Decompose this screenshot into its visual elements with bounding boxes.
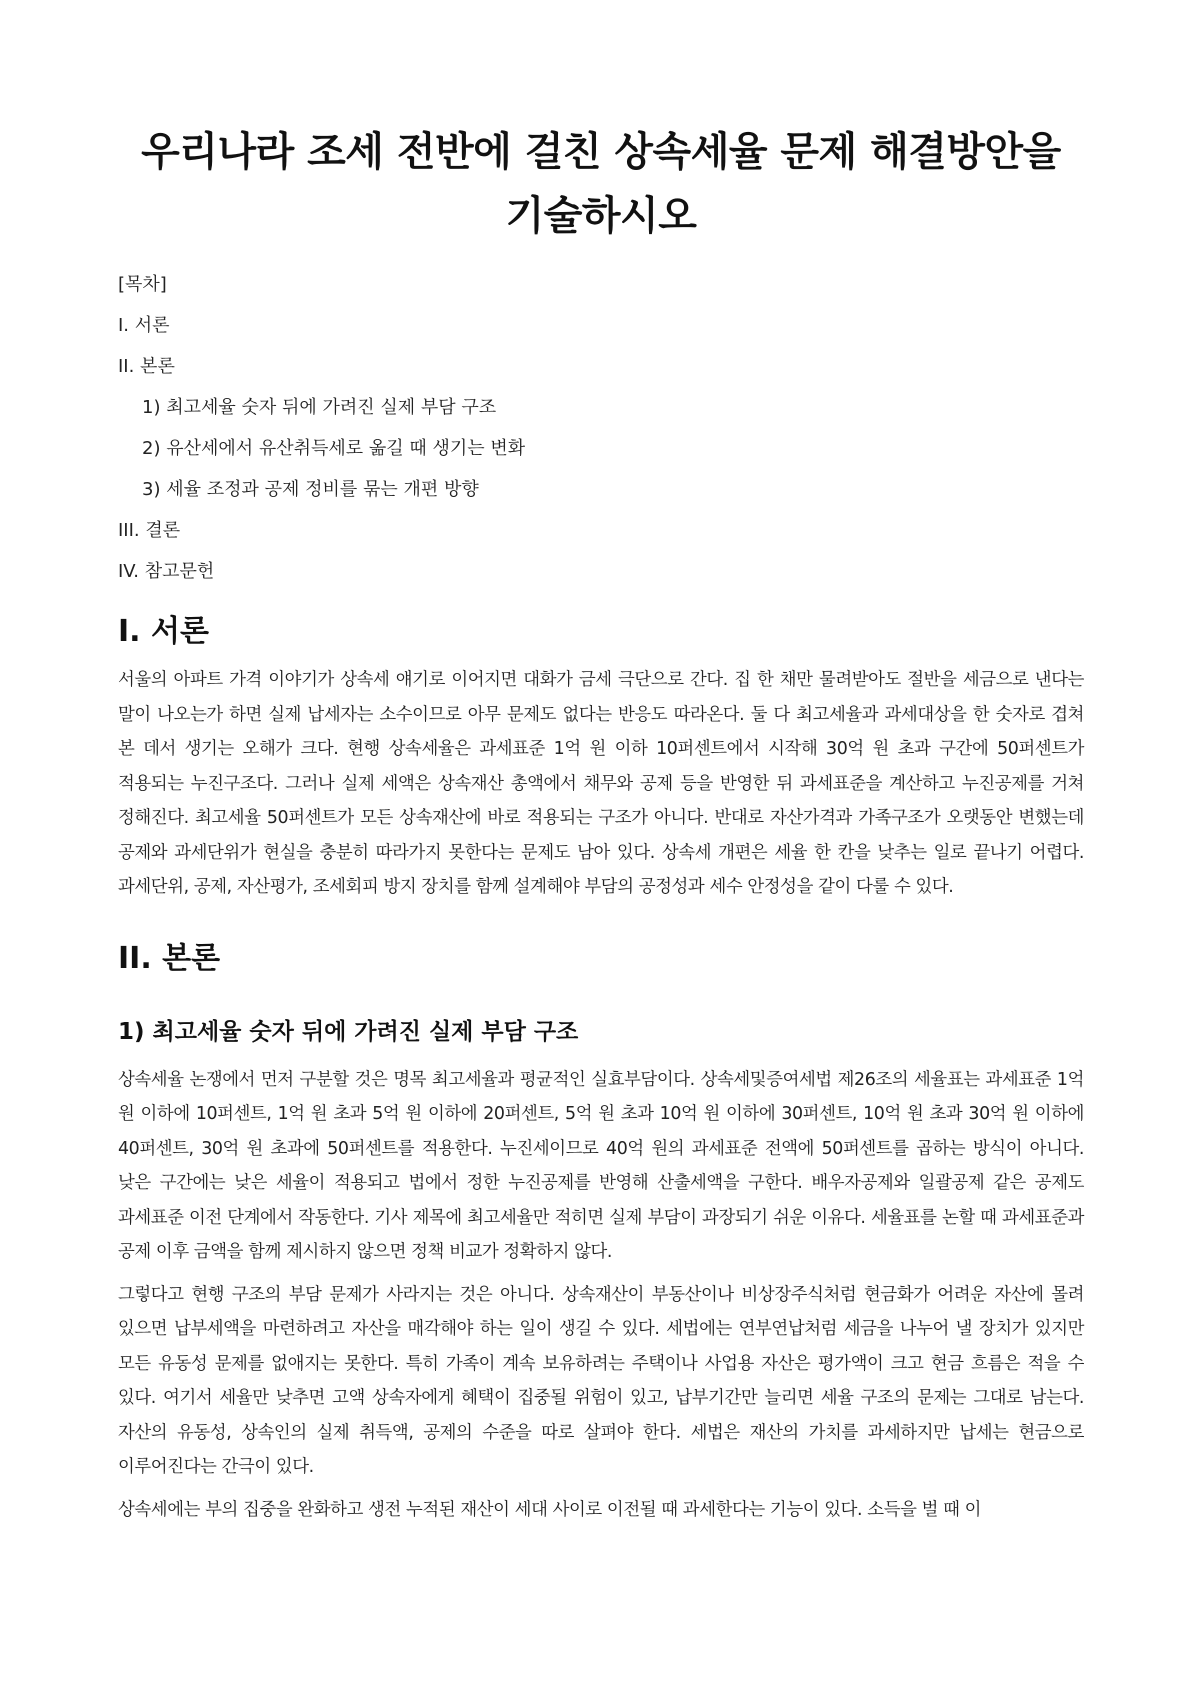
document-title: 우리나라 조세 전반에 걸친 상속세율 문제 해결방안을 기술하시오 (141, 129, 1061, 239)
intro-heading: I. 서론 (118, 614, 209, 649)
body-sub1-paragraph-2: 그렇다고 현행 구조의 부담 문제가 사라지는 것은 아니다. 상속재산이 부동산이나 비상장주식처럼 현금화가 어려운 자산에 몰려 있으면 납부세액을 마련하려고 자산을 매각해야 하는 일이 생길 수 있다. 세법에는 연부연납처럼 세금을 나누어 낼 장치가 있지만 모든 유동성 문제를 없애지는 못한다. 특히 가족이 계속 보유하려는 주택이나 사업용 자산은 평가액이 크고 현금 흐름은 적을 수 있다. 여기서 세율만 낮추면 고액 상속자에게 혜택이 집중될 위험이 있고, 납부기간만 늘리면 세율 구조의 문제는 그대로 남는다. 자산의 유동성, 상속인의 실제 취득액, 공제의 수준을 따로 살펴야 한다. 세법은 재산의 가치를 과세하지만 납세는 현금으로 이루어진다는 간극이 있다. (118, 1284, 1084, 1477)
intro-paragraph: 서울의 아파트 가격 이야기가 상속세 얘기로 이어지면 대화가 금세 극단으로 간다. 집 한 채만 물려받아도 절반을 세금으로 낸다는 말이 나오는가 하면 실제 납세자는 소수이므로 아무 문제도 없다는 반응도 따라온다. 둘 다 최고세율과 과세대상을 한 숫자로 겹쳐 본 데서 생기는 오해가 크다. 현행 상속세율은 과세표준 1억 원 이하 10퍼센트에서 시작해 30억 원 초과 구간에 50퍼센트가 적용되는 누진구조다. 그러나 실제 세액은 상속재산 총액에서 채무와 공제 등을 반영한 뒤 과세표준을 계산하고 누진공제를 거쳐 정해진다. 최고세율 50퍼센트가 모든 상속재산에 바로 적용되는 구조가 아니다. 반대로 자산가격과 가족구조가 오랫동안 변했는데 공제와 과세단위가 현실을 충분히 따라가지 못한다는 문제도 남아 있다. 상속세 개편은 세율 한 칸을 낮추는 일로 끝나기 어렵다. 과세단위, 공제, 자산평가, 조세회피 방지 장치를 함께 설계해야 부담의 공정성과 세수 안정성을 같이 다룰 수 있다. (118, 670, 1084, 897)
toc-item-body-2: 2) 유산세에서 유산취득세로 옮길 때 생기는 변화 (142, 438, 526, 459)
toc-item-intro: I. 서론 (118, 315, 170, 336)
table-of-contents (118, 264, 1084, 592)
body-sub1-heading: 1) 최고세율 숫자 뒤에 가려진 실제 부담 구조 (118, 1018, 579, 1045)
document-page (118, 0, 1084, 1527)
body-sub1-paragraph-3: 상속세에는 부의 집중을 완화하고 생전 누적된 재산이 세대 사이로 이전될 때 과세한다는 기능이 있다. 소득을 벌 때 이 (118, 1499, 982, 1520)
toc-item-body-3: 3) 세율 조정과 공제 정비를 묶는 개편 방향 (142, 479, 479, 500)
body-heading: II. 본론 (118, 940, 221, 976)
toc-item-conclusion: III. 결론 (118, 520, 181, 541)
toc-item-body-1: 1) 최고세율 숫자 뒤에 가려진 실제 부담 구조 (142, 397, 497, 418)
toc-heading: [목차] (118, 274, 167, 295)
toc-item-body: II. 본론 (118, 356, 175, 377)
body-sub1-paragraph-1: 상속세율 논쟁에서 먼저 구분할 것은 명목 최고세율과 평균적인 실효부담이다. 상속세및증여세법 제26조의 세율표는 과세표준 1억 원 이하에 10퍼센트, 1억 원 초과 5억 원 이하에 20퍼센트, 5억 원 초과 10억 원 이하에 30퍼센트, 10억 원 초과 30억 원 이하에 40퍼센트, 30억 원 초과에 50퍼센트를 적용한다. 누진세이므로 40억 원의 과세표준 전액에 50퍼센트를 곱하는 방식이 아니다. 낮은 구간에는 낮은 세율이 적용되고 법에서 정한 누진공제를 반영해 산출세액을 구한다. 배우자공제와 일괄공제 같은 공제도 과세표준 이전 단계에서 작동한다. 기사 제목에 최고세율만 적히면 실제 부담이 과장되기 쉬운 이유다. 세율표를 논할 때 과세표준과 공제 이후 금액을 함께 제시하지 않으면 정책 비교가 정확하지 않다. (118, 1069, 1084, 1262)
toc-item-references: IV. 참고문헌 (118, 561, 215, 582)
